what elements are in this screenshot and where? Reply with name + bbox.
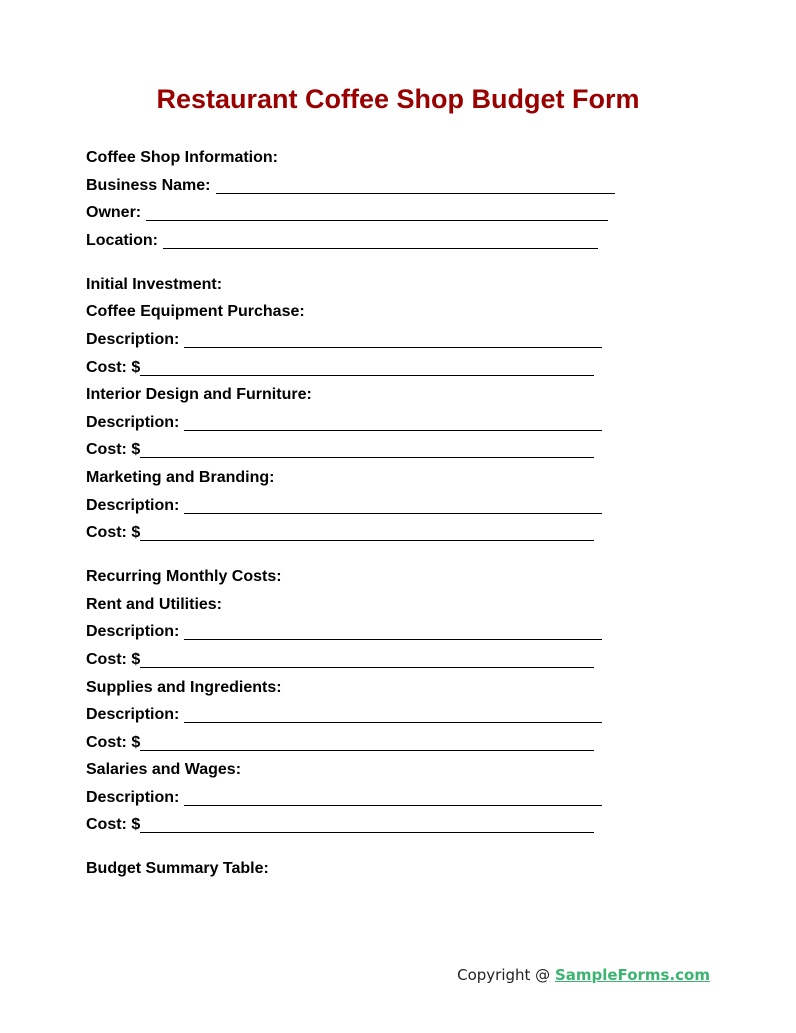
field-row <box>86 176 706 196</box>
subheading <box>86 468 706 488</box>
section-heading-coffee-shop-information: Coffee Shop Information: <box>86 149 278 166</box>
subheading <box>86 678 706 698</box>
field-label: Description: <box>86 496 180 514</box>
subheading <box>86 302 706 322</box>
fill-in-line[interactable] <box>184 416 602 431</box>
field-label: Rent and Utilities: <box>86 595 223 613</box>
fill-in-line[interactable] <box>184 708 602 723</box>
field-label: Cost: $ <box>86 816 141 834</box>
field-row <box>86 330 706 350</box>
field-label: Supplies and Ingredients: <box>86 678 282 696</box>
field-label: Description: <box>86 788 180 806</box>
cost-input-line[interactable] <box>140 526 594 541</box>
field-label: Business Name: <box>86 176 211 194</box>
field-label: Owner: <box>86 204 142 222</box>
field-label: Marketing and Branding: <box>86 468 275 486</box>
cost-input-line[interactable] <box>140 361 594 376</box>
page-title: Restaurant Coffee Shop Budget Form <box>156 84 640 114</box>
field-label: Location: <box>86 231 158 249</box>
cost-row <box>86 815 706 835</box>
field-row <box>86 622 706 642</box>
field-row <box>86 705 706 725</box>
field-label: Description: <box>86 330 180 348</box>
field-row <box>86 788 706 808</box>
field-label: Salaries and Wages: <box>86 761 242 779</box>
subheading <box>86 595 706 615</box>
subheading <box>86 760 706 780</box>
field-label: Description: <box>86 623 180 641</box>
field-row <box>86 231 706 251</box>
fill-in-line[interactable] <box>216 179 616 194</box>
field-label: Cost: $ <box>86 650 141 668</box>
field-label: Description: <box>86 413 180 431</box>
field-label: Coffee Equipment Purchase: <box>86 303 305 321</box>
fill-in-line[interactable] <box>184 625 602 640</box>
budget-form <box>86 148 706 879</box>
field-label: Cost: $ <box>86 441 141 459</box>
cost-input-line[interactable] <box>140 818 594 833</box>
cost-row <box>86 523 706 543</box>
copyright-footer <box>457 966 710 984</box>
field-row <box>86 496 706 516</box>
field-label: Cost: $ <box>86 524 141 542</box>
field-row <box>86 413 706 433</box>
cost-row <box>86 650 706 670</box>
fill-in-line[interactable] <box>146 206 608 221</box>
field-label: Interior Design and Furniture: <box>86 386 312 404</box>
cost-input-line[interactable] <box>140 443 594 458</box>
cost-row <box>86 440 706 460</box>
field-label: Cost: $ <box>86 733 141 751</box>
field-row <box>86 203 706 223</box>
section-heading-budget-summary-table: Budget Summary Table: <box>86 860 269 878</box>
section-heading-recurring-monthly-costs: Recurring Monthly Costs: <box>86 568 282 586</box>
fill-in-line[interactable] <box>184 791 602 806</box>
copyright-text: Copyright @ <box>457 966 555 984</box>
field-label: Description: <box>86 706 180 724</box>
fill-in-line[interactable] <box>163 234 598 249</box>
sampleforms-link[interactable]: SampleForms.com <box>554 966 710 984</box>
section-heading-initial-investment: Initial Investment: <box>86 275 223 293</box>
cost-input-line[interactable] <box>140 736 594 751</box>
cost-input-line[interactable] <box>140 653 594 668</box>
fill-in-line[interactable] <box>184 499 602 514</box>
cost-row <box>86 733 706 753</box>
field-label: Cost: $ <box>86 358 141 376</box>
subheading <box>86 385 706 405</box>
fill-in-line[interactable] <box>184 333 602 348</box>
cost-row <box>86 358 706 378</box>
